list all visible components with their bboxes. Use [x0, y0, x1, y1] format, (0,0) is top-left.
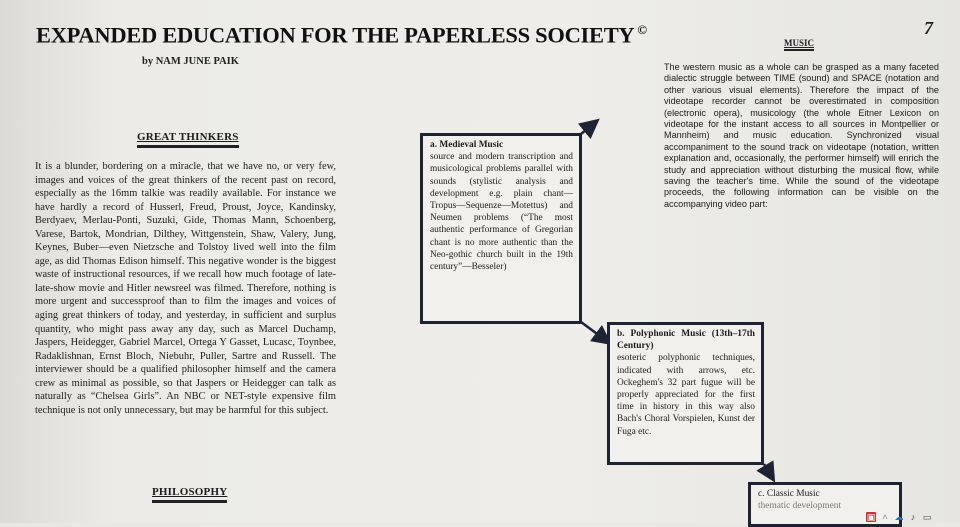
system-tray	[866, 510, 960, 523]
speaker-icon[interactable]: ♪	[910, 511, 916, 522]
arrow-a-out	[581, 125, 592, 134]
box-polyphonic-title: b. Polyphonic Music (13th–17th Century)	[617, 329, 755, 352]
great-thinkers-body: It is a blunder, bordering on a miracle, that we have no, or very few, images and voices of the great thinkers of the recent past on record, especially as the 16mm talkie was readily available. For instance we have hardly a record of Husserl, Freud, Proust, Joyce, Kandinsky, Berdyaev, Merlau-Ponti, Suzuki, Gide, Thomas Mann, Schoenberg, Varese, Bartok, Mondrian, Dilthey, Wittgenstein, Shaw, Valery, Jung, Keynes, Buber—even Nietzsche and Tolstoy lived well into the film age, as did Thomas Edison himself. This negative wonder is the biggest waste of instructional resources, if we recall how much footage of late-late-show movie and Hitler newsreel was filmed. Therefore, nothing is more urgent and successproof than to film the images and voices of aging great thinkers of today, and yesterday, in sufficient and surplus quantity, who might pass away any day, such as Marcel Duchamp, Jaspers, Heidegger, Gabriel Marcel, Ortega Y Gasset, Lucasc, Toynbee, Radaklishnan, Ernst Bloch, Niebuhr, Puller, Sartre and Russell. The interviewer should be a qualified philosopher himself and the camera crew as minimal as possible, so that Jaspers or Heidegger can talk as naturally as “Chelsea Girls”. An NBC or NET-style expensive film technique is not only unnecessary, but may be harmful for this subject.	[35, 161, 336, 416]
cloud-icon[interactable]: ☁	[894, 511, 904, 522]
box-medieval-body: source and modern transcription and musicological problems parallel with sounds (stylistic analysis and development e.g. plain chant—Tropus—Sequenze—Motettus) and Neumen problems (“The most authentic performance of Gregorian chant is no more authentic than the Neo-gothic church built in the 19th century”—Besseler)	[430, 152, 573, 273]
philosophy-heading: PHILOSOPHY	[152, 486, 228, 498]
music-body: The western music as a whole can be grasped as a many faceted dialectic struggle between TIME (sound) and SPACE (notation and other various visual elements). Therefore the impact of the videotape recorder cannot be overestimated in composition (electronic opera), musicology (the whole Eitner Lexicon on videotape for the instant access to all sources in Montpellier or Mannheim) and music education. Synchronized visual accompaniment to the sound track on videotape (notation, written explanation and, occasionally, the performer himself) will enrich the study and appreciation without disturbing the musical flow, while saving the teacher's time. While the sound of the videotape proceeds, the following information can be visible on the accompanying video part:	[664, 62, 939, 209]
great-thinkers-heading: GREAT THINKERS	[137, 131, 239, 143]
box-medieval-music	[420, 133, 582, 324]
box-medieval-title: a. Medieval Music	[430, 140, 504, 150]
app-icon[interactable]: ▣	[866, 511, 876, 522]
box-classic-title: c. Classic Music	[758, 489, 820, 499]
music-heading: MUSIC	[784, 38, 815, 48]
box-polyphonic-music	[607, 322, 764, 465]
chevron-up-icon[interactable]: ˄	[882, 511, 888, 522]
copyright-mark: ©	[637, 22, 647, 37]
page-number: 7	[924, 18, 933, 38]
arrow-b-to-c	[764, 464, 770, 474]
box-polyphonic-body: esoteric polyphonic techniques, indicated with arrows, etc. Ockeghem's 32 part fugue will be properly appreciated for the first time in history in this way also Bach's Choral Vorspielen, Kunst der Fuga etc.	[617, 353, 755, 437]
byline: by NAM JUNE PAIK	[142, 56, 239, 67]
arrow-a-to-b	[581, 322, 604, 339]
box-classic-body: thematic development	[758, 501, 842, 512]
battery-icon[interactable]: ▭	[922, 511, 932, 522]
article-title-text: EXPANDED EDUCATION FOR THE PAPERLESS SOCIETY	[36, 22, 635, 48]
